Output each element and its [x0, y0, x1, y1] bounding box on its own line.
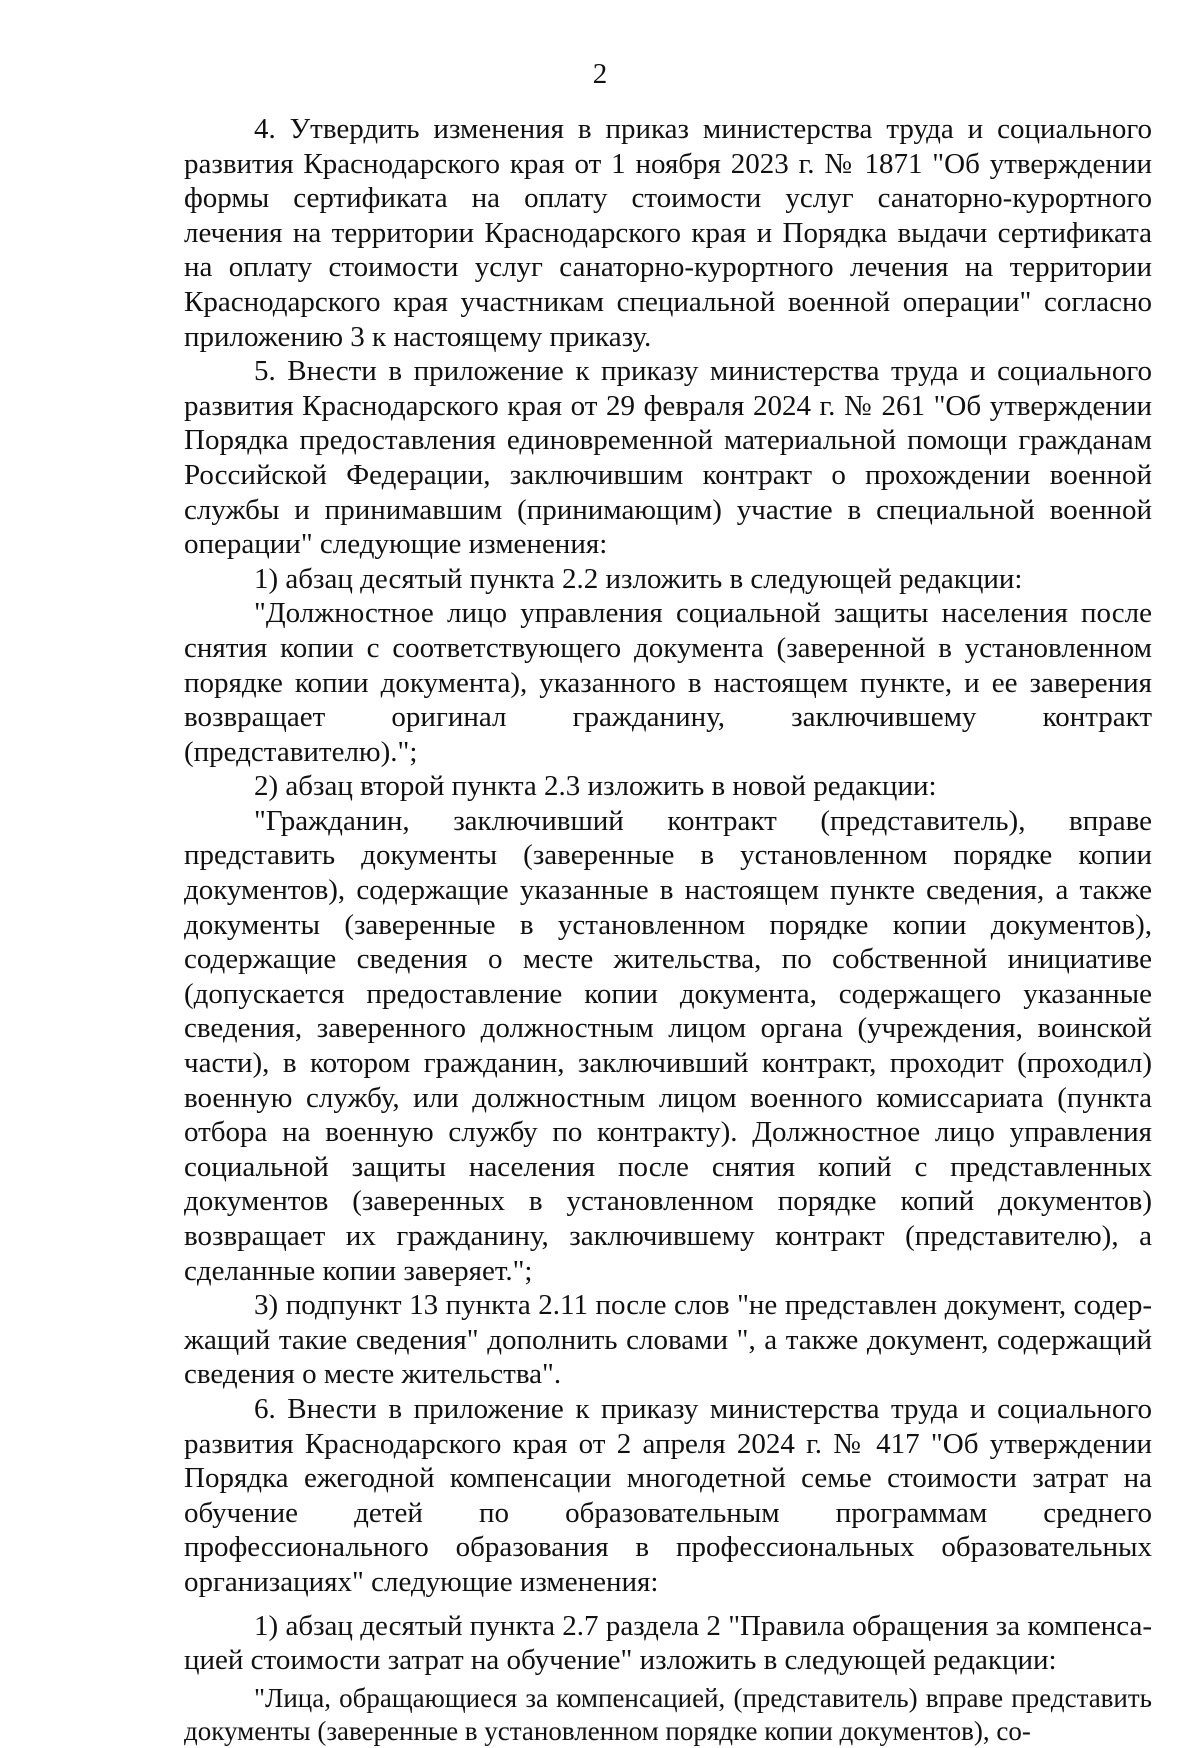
quote-5-1: "Должностное лицо управления социальной защиты населения после снятия копии с соответствующего документа (заверенной в установленном порядке копии документа), указанного в настоящем пункте, и ее заверения возвращает оригинал гражданину, заключившему контракт (представителю)."; — [184, 597, 1152, 768]
quote-6-1: "Лица, обращающиеся за компенсацией, (представитель) вправе представить документы (заверенные в установленном порядке копии документов), со- — [184, 1682, 1152, 1746]
paragraph-item-6: 6. Внести в приложение к приказу министерства труда и социального развития Краснодарского края от 2 апреля 2024 г. № 417 "Об утверждении Порядка ежегодной компенсации многодетной семье стоимости затрат на обучение детей по образовательным программам среднего профессионального образования в профессиональных образовательных организациях" следующие изменения: — [184, 1392, 1152, 1598]
quote-5-2: "Гражданин, заключивший контракт (представитель), вправе представить документы (заверенные в установленном порядке копии документов), содержащие указанные в настоящем пункте сведения, а также документы (заверенные в установленном порядке копии документов), содержащие сведения о месте жительства, по собственной инициативе (допускается предоставление копии документа, содержащего указанные сведения, заверенного должностным лицом органа (учреждения, воинской части), в котором гражданин, заключивший контракт, проходит (проходил) военную службу, или должностным лицом военного комиссариата (пункта отбора на военную службу по контракту). Должностное лицо управления социальной защиты населения после снятия копий с представленных документов (заверенных в установленном порядке копий документов) возвращает их гражданину, заключившему контракт (представителю), а сделанные копии заверяет."; — [184, 804, 1152, 1287]
subitem-5-2: 2) абзац второй пункта 2.3 изложить в новой редакции: — [254, 770, 937, 803]
subitem-5-1: 1) абзац десятый пункта 2.2 изложить в следующей редакции: — [254, 562, 1023, 595]
paragraph-item-5: 5. Внести в приложение к приказу министерства труда и социального развития Краснодарского края от 29 февраля 2024 г. № 261 "Об утверждении Порядка предоставления единовременной материальной помощи гражданам Российской Федерации, заключившим контракт о прохождении военной службы и принимавшим (принимающим) участие в специальной военной операции" следующие изменения: — [184, 355, 1152, 561]
document-body — [184, 112, 1152, 1748]
subitem-6-1: 1) абзац десятый пункта 2.7 раздела 2 "Правила обращения за компенсацией стоимости затрат на обучение" изложить в следующей редакции: — [184, 1609, 1152, 1677]
subitem-5-3: 3) подпункт 13 пункта 2.11 после слов "не представлен документ, содержащий такие сведения" дополнить словами ", а также документ, содержащий сведения о месте жительства". — [184, 1289, 1152, 1391]
page-number: 2 — [592, 58, 608, 90]
paragraph-item-4: 4. Утвердить изменения в приказ министерства труда и социального развития Краснодарского края от 1 ноября 2023 г. № 1871 "Об утверждении формы сертификата на оплату стоимости услуг санаторно-курортного лечения на территории Краснодарского края и Порядка выдачи сертификата на оплату стоимости услуг санаторно-курортного лечения на территории Краснодарского края участникам специальной военной операции" согласно приложению 3 к настоящему приказу. — [184, 113, 1152, 353]
